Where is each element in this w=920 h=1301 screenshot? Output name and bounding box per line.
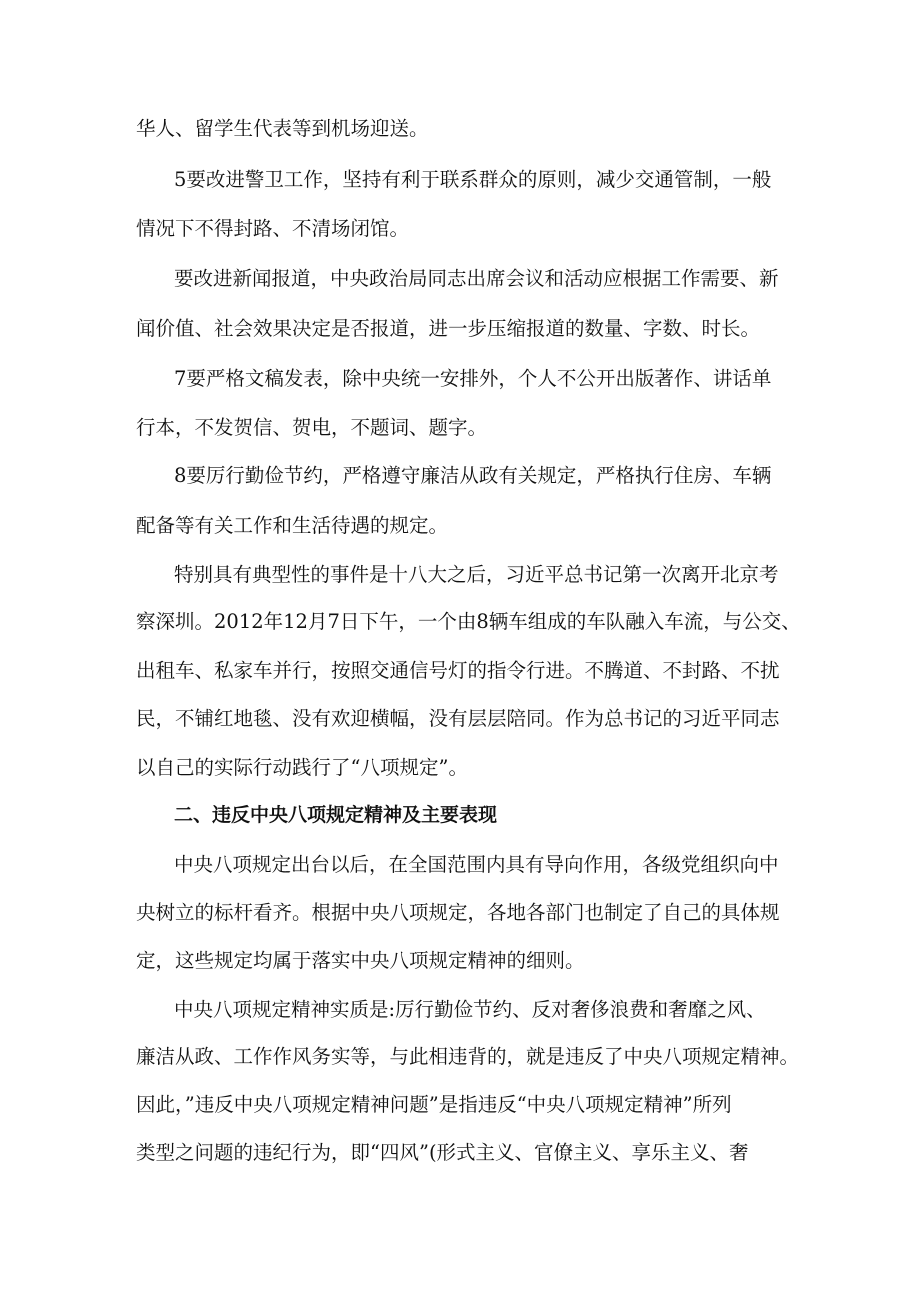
paragraph-first-line: 8要厉行勤俭节约，严格遵守廉洁从政有关规定，严格执行住房、车辆 — [174, 464, 772, 487]
paragraph-first-line: 中央八项规定精神实质是:厉行勤俭节约、反对奢侈浪费和奢靡之风、 — [174, 998, 766, 1021]
text-line: 类型之问题的违纪行为，即“四风”(形式主义、官僚主义、享乐主义、奢 — [136, 1141, 749, 1164]
text-line: 定，这些规定均属于落实中央八项规定精神的细则。 — [136, 949, 585, 972]
text-line: 廉洁从政、工作作风务实等，与此相违背的，就是违反了中央八项规定精神。 — [136, 1045, 800, 1068]
text-line: 民，不铺红地毯、没有欢迎横幅，没有层层陪同。作为总书记的习近平同志 — [136, 707, 780, 730]
text-line: 因此，”违反中央八项规定精神问题”是指违反“中央八项规定精神”所列 — [136, 1093, 732, 1116]
paragraph-first-line: 要改进新闻报道，中央政治局同志出席会议和活动应根据工作需要、新 — [174, 267, 779, 290]
text-line: 央树立的标杆看齐。根据中央八项规定，各地各部门也制定了自己的具体规 — [136, 901, 780, 924]
paragraph-first-line: 7要严格文稿发表，除中央统一安排外，个人不公开出版著作、讲话单 — [174, 367, 772, 390]
text-line: 以自己的实际行动践行了“八项规定”。 — [136, 756, 468, 779]
paragraph-first-line: 5要改进警卫工作，坚持有利于联系群众的原则，减少交通管制，一般 — [174, 168, 772, 191]
text-line: 行本，不发贺信、贺电，不题词、题字。 — [136, 416, 488, 439]
text-line: 出租车、私家车并行，按照交通信号灯的指令行进。不腾道、不封路、不扰 — [136, 659, 780, 682]
section-heading: 二、违反中央八项规定精神及主要表现 — [174, 804, 498, 826]
text-line: 察深圳。2012年12月7日下午，一个由8辆车组成的车队融入车流，与公交、 — [136, 610, 801, 633]
paragraph-first-line: 中央八项规定出台以后，在全国范围内具有导向作用，各级党组织向中 — [174, 853, 779, 876]
text-line: 华人、留学生代表等到机场迎送。 — [136, 117, 429, 140]
paragraph-first-line: 特别具有典型性的事件是十八大之后，习近平总书记第一次离开北京考 — [174, 563, 779, 586]
text-line: 情况下不得封路、不清场闭馆。 — [136, 217, 410, 240]
text-line: 闻价值、社会效果决定是否报道，进一步压缩报道的数量、字数、时长。 — [136, 317, 761, 340]
text-line: 配备等有关工作和生活待遇的规定。 — [136, 514, 449, 537]
